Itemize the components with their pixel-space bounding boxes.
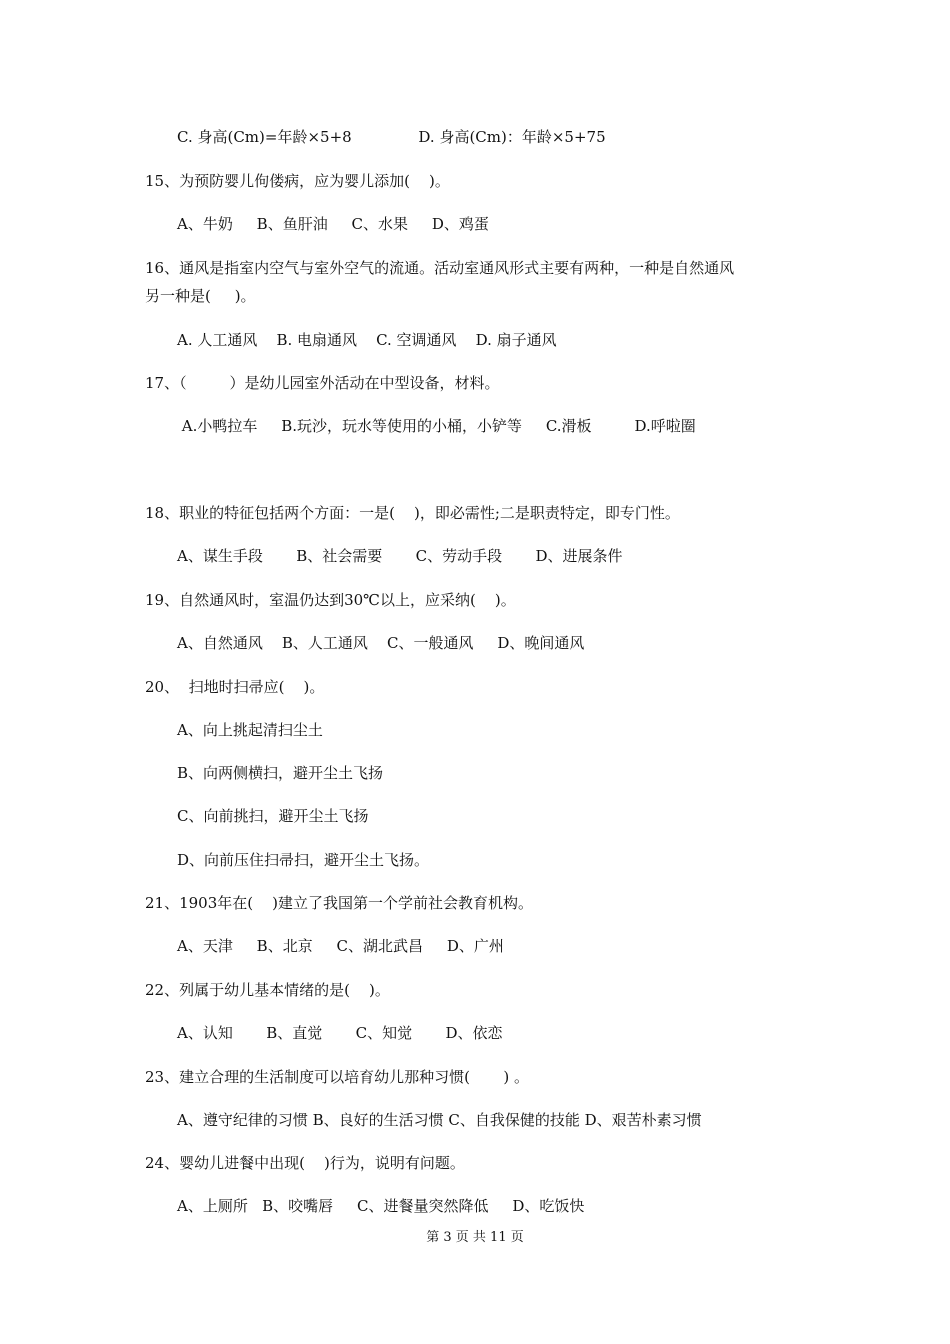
question-16: 16、通风是指室内空气与室外空气的流通。活动室通风形式主要有两种，一种是自然通风 xyxy=(145,259,735,277)
question-20-option-d: D、向前压住扫帚扫，避开尘土飞扬。 xyxy=(177,851,430,869)
question-24-options: A、上厕所 B、咬嘴唇 C、进餐量突然降低 D、吃饭快 xyxy=(177,1197,585,1215)
c-option-line: C. 身高(Cm)=年龄×5+8 D. 身高(Cm)：年龄×5+75 xyxy=(177,128,606,146)
question-24: 24、婴幼儿进餐中出现( )行为，说明有问题。 xyxy=(145,1154,465,1172)
question-17-options: A.小鸭拉车 B.玩沙，玩水等使用的小桶，小铲等 C.滑板 D.呼啦圈 xyxy=(177,417,696,435)
page-number-footer: 第 3 页 共 11 页 xyxy=(426,1230,524,1245)
question-19-options: A、自然通风 B、人工通风 C、一般通风 D、晚间通风 xyxy=(177,634,585,652)
question-18-options: A、谋生手段 B、社会需要 C、劳动手段 D、进展条件 xyxy=(177,547,623,565)
question-15: 15、为预防婴儿佝偻病，应为婴儿添加( )。 xyxy=(145,172,450,190)
question-19: 19、自然通风时，室温仍达到30℃以上，应采纳( )。 xyxy=(145,591,516,609)
question-16-continued: 另一种是( )。 xyxy=(145,287,256,305)
question-23: 23、建立合理的生活制度可以培育幼儿那种习惯( ) 。 xyxy=(145,1068,529,1086)
question-17: 17、（ ）是幼儿园室外活动在中型设备，材料。 xyxy=(145,374,500,392)
question-21-options: A、天津 B、北京 C、湖北武昌 D、广州 xyxy=(177,937,504,955)
question-23-options: A、遵守纪律的习惯 B、良好的生活习惯 C、自我保健的技能 D、艰苦朴素习惯 xyxy=(177,1111,702,1129)
question-20-option-c: C、向前挑扫，避开尘土飞扬 xyxy=(177,807,369,825)
question-20-option-a: A、向上挑起清扫尘土 xyxy=(177,721,323,739)
question-21: 21、1903年在( )建立了我国第一个学前社会教育机构。 xyxy=(145,894,534,912)
question-15-options: A、牛奶 B、鱼肝油 C、水果 D、鸡蛋 xyxy=(177,215,489,233)
question-16-options: A. 人工通风 B. 电扇通风 C. 空调通风 D. 扇子通风 xyxy=(177,331,557,349)
question-20: 20、 扫地时扫帚应( )。 xyxy=(145,678,325,696)
question-22-options: A、认知 B、直觉 C、知觉 D、依恋 xyxy=(177,1024,503,1042)
question-22: 22、列属于幼儿基本情绪的是( )。 xyxy=(145,981,390,999)
question-18: 18、职业的特征包括两个方面：一是( )，即必需性;二是职责特定，即专门性。 xyxy=(145,504,680,522)
question-20-option-b: B、向两侧横扫，避开尘土飞扬 xyxy=(177,764,384,782)
